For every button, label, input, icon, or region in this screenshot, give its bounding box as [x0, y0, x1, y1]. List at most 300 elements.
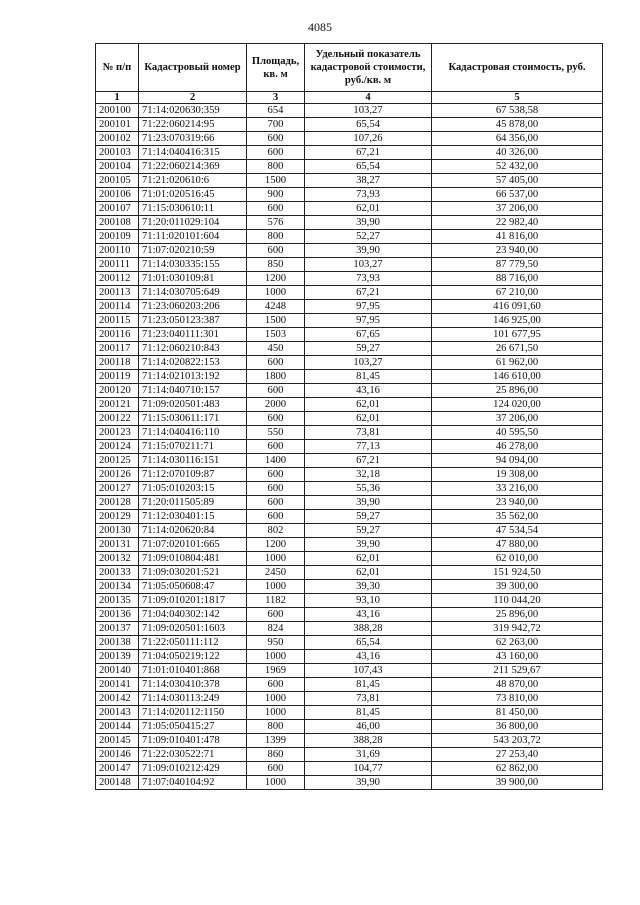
cell-cadastral-value: 39 900,00 [432, 776, 603, 790]
cell-area: 824 [247, 622, 305, 636]
cell-specific-value: 107,26 [305, 132, 432, 146]
cell-specific-value: 67,65 [305, 328, 432, 342]
cell-cadastral-value: 40 595,50 [432, 426, 603, 440]
cell-area: 450 [247, 342, 305, 356]
cell-cadastral-value: 543 203,72 [432, 734, 603, 748]
table-row [96, 314, 603, 328]
cell-cadastral-value: 88 716,00 [432, 272, 603, 286]
cell-specific-value: 104,77 [305, 762, 432, 776]
cell-cadastral-number: 71:23:050123:387 [139, 314, 247, 328]
cell-area: 800 [247, 160, 305, 174]
cell-specific-value: 46,00 [305, 720, 432, 734]
cell-specific-value: 67,21 [305, 454, 432, 468]
cell-cadastral-number: 71:15:030611:171 [139, 412, 247, 426]
cell-cadastral-number: 71:14:030410:378 [139, 678, 247, 692]
cell-row-number: 200125 [96, 454, 139, 468]
cell-specific-value: 81,45 [305, 678, 432, 692]
column-number: 1 [96, 92, 139, 104]
table-row [96, 482, 603, 496]
cell-specific-value: 43,16 [305, 384, 432, 398]
cell-cadastral-number: 71:12:070109:87 [139, 468, 247, 482]
cell-specific-value: 73,81 [305, 692, 432, 706]
cell-row-number: 200124 [96, 440, 139, 454]
table-row [96, 762, 603, 776]
cell-cadastral-value: 62 862,00 [432, 762, 603, 776]
cell-specific-value: 55,36 [305, 482, 432, 496]
cell-specific-value: 39,90 [305, 244, 432, 258]
cell-row-number: 200121 [96, 398, 139, 412]
table-row [96, 356, 603, 370]
cell-specific-value: 62,01 [305, 202, 432, 216]
table-row [96, 230, 603, 244]
table-row [96, 160, 603, 174]
table-row [96, 454, 603, 468]
header-cadastral-value: Кадастровая стоимость, руб. [432, 44, 603, 92]
cell-specific-value: 62,01 [305, 398, 432, 412]
table-row [96, 496, 603, 510]
table-row [96, 384, 603, 398]
cell-area: 600 [247, 496, 305, 510]
cell-specific-value: 39,90 [305, 496, 432, 510]
cell-cadastral-value: 73 810,00 [432, 692, 603, 706]
cell-cadastral-number: 71:15:070211:71 [139, 440, 247, 454]
cell-cadastral-value: 48 870,00 [432, 678, 603, 692]
table-row [96, 174, 603, 188]
table-row [96, 650, 603, 664]
cell-area: 576 [247, 216, 305, 230]
cell-cadastral-number: 71:20:011029:104 [139, 216, 247, 230]
cell-row-number: 200120 [96, 384, 139, 398]
cell-cadastral-value: 43 160,00 [432, 650, 603, 664]
cell-cadastral-number: 71:23:070319:66 [139, 132, 247, 146]
cell-cadastral-number: 71:14:030705:649 [139, 286, 247, 300]
cell-specific-value: 67,21 [305, 146, 432, 160]
cell-area: 1500 [247, 174, 305, 188]
table-row [96, 272, 603, 286]
table-row [96, 468, 603, 482]
cell-specific-value: 103,27 [305, 258, 432, 272]
cell-cadastral-value: 101 677,95 [432, 328, 603, 342]
table-row [96, 132, 603, 146]
cell-area: 550 [247, 426, 305, 440]
cell-row-number: 200101 [96, 118, 139, 132]
cell-cadastral-number: 71:05:050608:47 [139, 580, 247, 594]
cell-area: 950 [247, 636, 305, 650]
table-row [96, 342, 603, 356]
cell-specific-value: 107,43 [305, 664, 432, 678]
cell-specific-value: 103,27 [305, 356, 432, 370]
cell-row-number: 200132 [96, 552, 139, 566]
cell-area: 654 [247, 104, 305, 118]
table-row [96, 566, 603, 580]
cell-row-number: 200104 [96, 160, 139, 174]
cell-cadastral-value: 66 537,00 [432, 188, 603, 202]
cell-cadastral-value: 47 880,00 [432, 538, 603, 552]
column-number-row [96, 92, 603, 104]
cell-cadastral-number: 71:01:010401:868 [139, 664, 247, 678]
cell-row-number: 200110 [96, 244, 139, 258]
cell-cadastral-value: 416 091,60 [432, 300, 603, 314]
cell-area: 2000 [247, 398, 305, 412]
cell-cadastral-number: 71:09:010201:1817 [139, 594, 247, 608]
table-row [96, 552, 603, 566]
cell-area: 1200 [247, 272, 305, 286]
cell-cadastral-value: 151 924,50 [432, 566, 603, 580]
page-number: 4085 [308, 20, 332, 34]
table-row [96, 734, 603, 748]
cell-cadastral-value: 35 562,00 [432, 510, 603, 524]
cell-specific-value: 62,01 [305, 412, 432, 426]
cell-row-number: 200133 [96, 566, 139, 580]
table-row [96, 104, 603, 118]
cell-area: 860 [247, 748, 305, 762]
cell-specific-value: 81,45 [305, 370, 432, 384]
cell-row-number: 200116 [96, 328, 139, 342]
table-row [96, 538, 603, 552]
cell-area: 1969 [247, 664, 305, 678]
cell-area: 600 [247, 146, 305, 160]
cell-row-number: 200105 [96, 174, 139, 188]
table-row [96, 748, 603, 762]
cell-cadastral-number: 71:15:030610:11 [139, 202, 247, 216]
cell-specific-value: 39,90 [305, 776, 432, 790]
cell-row-number: 200118 [96, 356, 139, 370]
table-row [96, 412, 603, 426]
cell-row-number: 200142 [96, 692, 139, 706]
cell-row-number: 200134 [96, 580, 139, 594]
cell-cadastral-value: 25 896,00 [432, 384, 603, 398]
cell-area: 1000 [247, 552, 305, 566]
cell-row-number: 200114 [96, 300, 139, 314]
cell-specific-value: 67,21 [305, 286, 432, 300]
cell-area: 600 [247, 356, 305, 370]
cell-cadastral-number: 71:14:040416:315 [139, 146, 247, 160]
cell-specific-value: 59,27 [305, 342, 432, 356]
cell-area: 4248 [247, 300, 305, 314]
cell-cadastral-number: 71:23:040111:301 [139, 328, 247, 342]
cell-area: 600 [247, 510, 305, 524]
cell-cadastral-number: 71:11:020101:604 [139, 230, 247, 244]
cell-row-number: 200113 [96, 286, 139, 300]
table-row [96, 580, 603, 594]
cell-area: 1000 [247, 706, 305, 720]
cell-row-number: 200131 [96, 538, 139, 552]
cell-row-number: 200106 [96, 188, 139, 202]
cell-row-number: 200130 [96, 524, 139, 538]
cell-specific-value: 59,27 [305, 524, 432, 538]
table-row [96, 328, 603, 342]
cell-cadastral-value: 146 925,00 [432, 314, 603, 328]
cell-area: 1182 [247, 594, 305, 608]
cell-area: 800 [247, 230, 305, 244]
cell-specific-value: 43,16 [305, 650, 432, 664]
cell-cadastral-value: 45 878,00 [432, 118, 603, 132]
cell-cadastral-value: 36 800,00 [432, 720, 603, 734]
table-row [96, 678, 603, 692]
cell-row-number: 200115 [96, 314, 139, 328]
table-row [96, 426, 603, 440]
cell-specific-value: 97,95 [305, 300, 432, 314]
cell-cadastral-value: 62 010,00 [432, 552, 603, 566]
cell-row-number: 200122 [96, 412, 139, 426]
table-row [96, 258, 603, 272]
cell-cadastral-number: 71:12:060210:843 [139, 342, 247, 356]
cell-cadastral-value: 146 610,00 [432, 370, 603, 384]
cell-cadastral-number: 71:05:050415:27 [139, 720, 247, 734]
table-body [96, 104, 603, 790]
cell-cadastral-number: 71:07:020210:59 [139, 244, 247, 258]
cell-area: 850 [247, 258, 305, 272]
cell-cadastral-value: 94 094,00 [432, 454, 603, 468]
column-number: 4 [305, 92, 432, 104]
cell-area: 600 [247, 608, 305, 622]
cadastral-value-table [95, 43, 603, 790]
table-row [96, 776, 603, 790]
header-row-number: № п/п [96, 44, 139, 92]
cell-cadastral-value: 33 216,00 [432, 482, 603, 496]
table-row [96, 664, 603, 678]
cell-area: 600 [247, 384, 305, 398]
header-specific-value: Удельный показатель кадастровой стоимости, руб./кв. м [305, 44, 432, 92]
cell-specific-value: 97,95 [305, 314, 432, 328]
cell-row-number: 200111 [96, 258, 139, 272]
header-area: Площадь, кв. м [247, 44, 305, 92]
cell-cadastral-number: 71:22:030522:71 [139, 748, 247, 762]
table-row [96, 202, 603, 216]
cell-specific-value: 62,01 [305, 566, 432, 580]
cell-area: 1000 [247, 650, 305, 664]
cell-area: 1200 [247, 538, 305, 552]
table-row [96, 594, 603, 608]
table-row [96, 636, 603, 650]
cell-row-number: 200100 [96, 104, 139, 118]
cell-area: 1399 [247, 734, 305, 748]
cell-row-number: 200143 [96, 706, 139, 720]
cell-specific-value: 73,93 [305, 188, 432, 202]
cell-row-number: 200127 [96, 482, 139, 496]
cell-specific-value: 388,28 [305, 734, 432, 748]
table-row [96, 118, 603, 132]
cell-area: 900 [247, 188, 305, 202]
cell-row-number: 200112 [96, 272, 139, 286]
cell-cadastral-number: 71:20:011505:89 [139, 496, 247, 510]
cell-cadastral-value: 37 206,00 [432, 202, 603, 216]
cell-specific-value: 65,54 [305, 636, 432, 650]
cell-cadastral-value: 110 044,20 [432, 594, 603, 608]
cell-cadastral-value: 52 432,00 [432, 160, 603, 174]
cell-row-number: 200135 [96, 594, 139, 608]
cell-cadastral-number: 71:23:060203:206 [139, 300, 247, 314]
table-row [96, 146, 603, 160]
cell-cadastral-value: 124 020,00 [432, 398, 603, 412]
cell-area: 600 [247, 244, 305, 258]
column-number: 2 [139, 92, 247, 104]
cell-specific-value: 77,13 [305, 440, 432, 454]
cell-specific-value: 65,54 [305, 118, 432, 132]
cell-cadastral-value: 319 942,72 [432, 622, 603, 636]
table-row [96, 706, 603, 720]
cell-area: 1503 [247, 328, 305, 342]
cell-specific-value: 103,27 [305, 104, 432, 118]
cell-row-number: 200145 [96, 734, 139, 748]
table-row [96, 622, 603, 636]
cell-cadastral-number: 71:01:030109:81 [139, 272, 247, 286]
cell-cadastral-number: 71:09:020501:1603 [139, 622, 247, 636]
cell-cadastral-number: 71:05:010203:15 [139, 482, 247, 496]
cell-row-number: 200138 [96, 636, 139, 650]
cell-specific-value: 43,16 [305, 608, 432, 622]
cell-row-number: 200148 [96, 776, 139, 790]
cell-specific-value: 62,01 [305, 552, 432, 566]
cell-cadastral-number: 71:07:040104:92 [139, 776, 247, 790]
cell-cadastral-value: 37 206,00 [432, 412, 603, 426]
cell-area: 600 [247, 440, 305, 454]
cell-cadastral-number: 71:14:030335:155 [139, 258, 247, 272]
cell-cadastral-number: 71:14:020630:359 [139, 104, 247, 118]
cell-cadastral-number: 71:22:060214:95 [139, 118, 247, 132]
cell-row-number: 200123 [96, 426, 139, 440]
cell-specific-value: 59,27 [305, 510, 432, 524]
table-header-row [96, 44, 603, 92]
cell-area: 600 [247, 468, 305, 482]
cell-cadastral-value: 23 940,00 [432, 496, 603, 510]
cell-row-number: 200102 [96, 132, 139, 146]
cell-cadastral-value: 62 263,00 [432, 636, 603, 650]
table-row [96, 216, 603, 230]
cell-cadastral-value: 25 896,00 [432, 608, 603, 622]
table-row [96, 440, 603, 454]
cell-cadastral-value: 67 210,00 [432, 286, 603, 300]
cell-row-number: 200126 [96, 468, 139, 482]
cell-specific-value: 73,81 [305, 426, 432, 440]
cell-cadastral-number: 71:14:020620:84 [139, 524, 247, 538]
table-row [96, 524, 603, 538]
table-row [96, 286, 603, 300]
cell-cadastral-value: 87 779,50 [432, 258, 603, 272]
cell-specific-value: 38,27 [305, 174, 432, 188]
cell-cadastral-number: 71:04:040302:142 [139, 608, 247, 622]
cell-cadastral-number: 71:22:050111:112 [139, 636, 247, 650]
cell-area: 600 [247, 678, 305, 692]
cell-area: 2450 [247, 566, 305, 580]
table-row [96, 510, 603, 524]
cell-area: 1400 [247, 454, 305, 468]
cell-row-number: 200107 [96, 202, 139, 216]
cell-row-number: 200146 [96, 748, 139, 762]
cell-cadastral-value: 211 529,67 [432, 664, 603, 678]
cell-cadastral-number: 71:09:020501:483 [139, 398, 247, 412]
cell-row-number: 200128 [96, 496, 139, 510]
cell-row-number: 200108 [96, 216, 139, 230]
cell-cadastral-value: 41 816,00 [432, 230, 603, 244]
cell-cadastral-number: 71:14:040416:110 [139, 426, 247, 440]
cell-area: 1000 [247, 776, 305, 790]
cell-specific-value: 65,54 [305, 160, 432, 174]
cell-row-number: 200136 [96, 608, 139, 622]
cell-cadastral-number: 71:09:010401:478 [139, 734, 247, 748]
cell-area: 1000 [247, 286, 305, 300]
cell-cadastral-value: 23 940,00 [432, 244, 603, 258]
table-row [96, 188, 603, 202]
cell-cadastral-value: 19 308,00 [432, 468, 603, 482]
cell-cadastral-number: 71:14:030113:249 [139, 692, 247, 706]
cell-cadastral-value: 39 300,00 [432, 580, 603, 594]
table-row [96, 692, 603, 706]
cell-cadastral-number: 71:07:020101:665 [139, 538, 247, 552]
cell-cadastral-value: 46 278,00 [432, 440, 603, 454]
cell-cadastral-number: 71:04:050219:122 [139, 650, 247, 664]
cell-area: 1000 [247, 580, 305, 594]
cell-specific-value: 93,10 [305, 594, 432, 608]
cell-cadastral-value: 27 253,40 [432, 748, 603, 762]
header-cadastral-number: Кадастровый номер [139, 44, 247, 92]
cell-specific-value: 32,18 [305, 468, 432, 482]
cell-area: 1800 [247, 370, 305, 384]
cell-cadastral-value: 67 538,58 [432, 104, 603, 118]
cell-specific-value: 388,28 [305, 622, 432, 636]
cell-specific-value: 31,69 [305, 748, 432, 762]
cell-cadastral-number: 71:14:030116:151 [139, 454, 247, 468]
cell-cadastral-value: 26 671,50 [432, 342, 603, 356]
table-row [96, 608, 603, 622]
cell-cadastral-number: 71:09:010212:429 [139, 762, 247, 776]
cell-cadastral-value: 47 534,54 [432, 524, 603, 538]
cell-row-number: 200139 [96, 650, 139, 664]
cell-cadastral-number: 71:09:030201:521 [139, 566, 247, 580]
cell-cadastral-number: 71:09:010804:481 [139, 552, 247, 566]
column-number: 3 [247, 92, 305, 104]
cell-specific-value: 52,27 [305, 230, 432, 244]
cell-row-number: 200117 [96, 342, 139, 356]
cell-specific-value: 81,45 [305, 706, 432, 720]
cell-area: 600 [247, 482, 305, 496]
cell-row-number: 200140 [96, 664, 139, 678]
cell-row-number: 200144 [96, 720, 139, 734]
cell-cadastral-number: 71:14:040710:157 [139, 384, 247, 398]
cell-cadastral-number: 71:14:021013:192 [139, 370, 247, 384]
column-number: 5 [432, 92, 603, 104]
cell-area: 600 [247, 132, 305, 146]
cell-specific-value: 73,93 [305, 272, 432, 286]
table-row [96, 244, 603, 258]
table-row [96, 370, 603, 384]
cell-cadastral-value: 40 326,00 [432, 146, 603, 160]
cell-area: 600 [247, 202, 305, 216]
cell-area: 700 [247, 118, 305, 132]
cell-specific-value: 39,30 [305, 580, 432, 594]
cell-specific-value: 39,90 [305, 216, 432, 230]
cell-row-number: 200119 [96, 370, 139, 384]
cell-cadastral-number: 71:14:020822:153 [139, 356, 247, 370]
cell-row-number: 200129 [96, 510, 139, 524]
cell-area: 600 [247, 412, 305, 426]
cell-row-number: 200137 [96, 622, 139, 636]
cell-area: 802 [247, 524, 305, 538]
cell-cadastral-number: 71:22:060214:369 [139, 160, 247, 174]
cell-cadastral-number: 71:01:020516:45 [139, 188, 247, 202]
cell-area: 600 [247, 762, 305, 776]
cell-cadastral-value: 81 450,00 [432, 706, 603, 720]
cell-cadastral-value: 22 982,40 [432, 216, 603, 230]
table-row [96, 720, 603, 734]
cell-cadastral-number: 71:14:020112:1150 [139, 706, 247, 720]
cell-area: 1000 [247, 692, 305, 706]
cell-specific-value: 39,90 [305, 538, 432, 552]
cell-area: 1500 [247, 314, 305, 328]
cell-row-number: 200103 [96, 146, 139, 160]
cell-row-number: 200147 [96, 762, 139, 776]
cell-cadastral-value: 64 356,00 [432, 132, 603, 146]
